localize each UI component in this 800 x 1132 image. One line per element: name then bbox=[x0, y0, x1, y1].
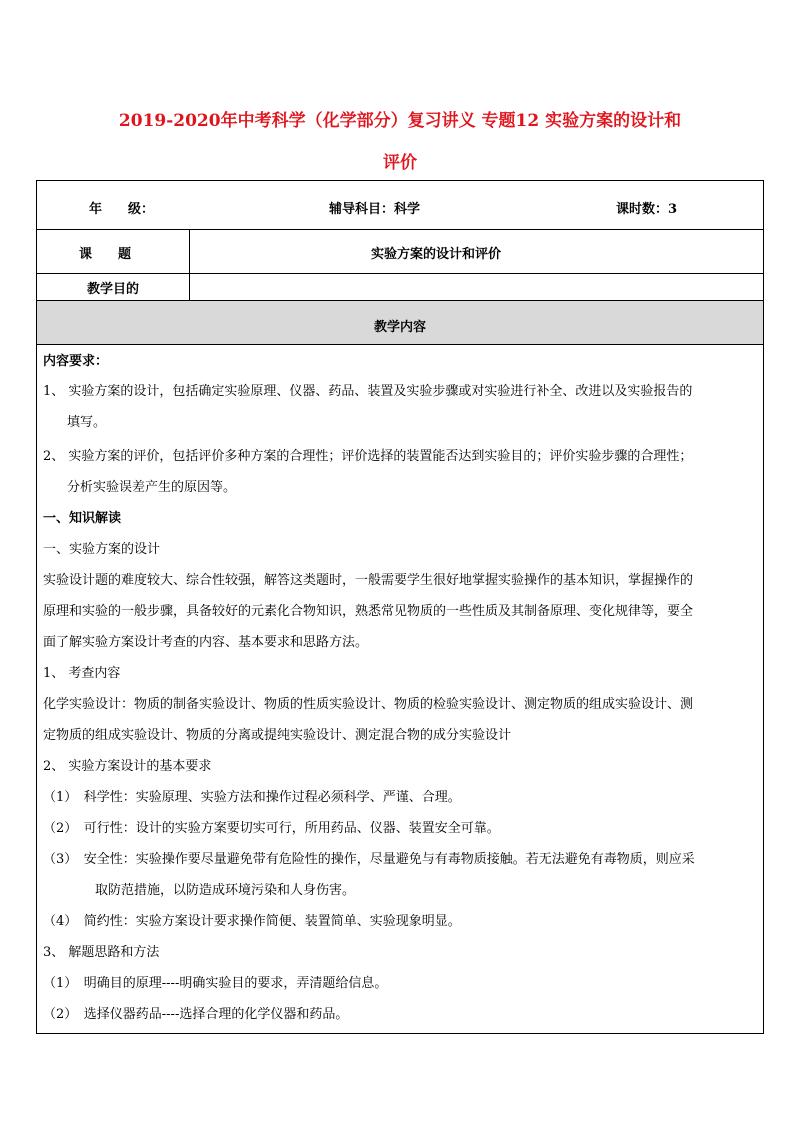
item-2-heading: 2、 实验方案设计的基本要求 bbox=[43, 759, 212, 774]
row-divider bbox=[37, 344, 763, 345]
section-knowledge: 一、知识解读 bbox=[43, 511, 122, 526]
requirement-1-line-1: 1、 实验方案的设计，包括确定实验原理、仪器、药品、装置及实验步骤或对实验进行补全、改进以及实验报告的 bbox=[43, 384, 693, 399]
item-3-heading: 3、 解题思路和方法 bbox=[43, 945, 160, 960]
step-2: （2） 选择仪器药品----选择合理的化学仪器和药品。 bbox=[43, 1007, 349, 1022]
requirement-feasible: （2） 可行性：设计的实验方案要切实可行，所用药品、仪器、装置安全可靠。 bbox=[43, 821, 500, 836]
requirement-simple: （4） 简约性：实验方案设计要求操作简便、装置简单、实验现象明显。 bbox=[43, 914, 461, 929]
row-divider bbox=[37, 229, 763, 230]
paragraph-2-line-2: 定物质的组成实验设计、物质的分离或提纯实验设计、测定混合物的成分实验设计 bbox=[43, 728, 512, 743]
requirement-safe-line-2: 取防范措施，以防造成环境污染和人身伤害。 bbox=[95, 883, 356, 898]
paragraph-2-line-1: 化学实验设计：物质的制备实验设计、物质的性质实验设计、物质的检验实验设计、测定物质的组成实验设计、测 bbox=[43, 697, 694, 712]
paragraph-1-line-1: 实验设计题的难度较大、综合性较强，解答这类题时，一般需要学生很好地掌握实验操作的基本知识，掌握操作的 bbox=[43, 573, 694, 588]
requirement-2-line-1: 2、 实验方案的评价，包括评价多种方案的合理性；评价选择的装置能否达到实验目的；评价实验步骤的合理性； bbox=[43, 449, 693, 464]
subject-label: 辅导科目：科学 bbox=[329, 202, 421, 217]
subsection-design: 一、实验方案的设计 bbox=[43, 542, 161, 557]
hours-label: 课时数：3 bbox=[616, 202, 678, 217]
topic-label: 课 题 bbox=[79, 247, 132, 262]
requirement-1-line-2: 填写。 bbox=[67, 415, 107, 430]
requirement-scientific: （1） 科学性：实验原理、实验方法和操作过程必须科学、严谨、合理。 bbox=[43, 790, 461, 805]
grade-label: 年 级： bbox=[89, 202, 155, 217]
item-1-heading: 1、 考查内容 bbox=[43, 666, 121, 681]
requirement-safe-line-1: （3） 安全性：实验操作要尽量避免带有危险性的操作，尽量避免与有毒物质接触。若无法避免有毒物质，则应采 bbox=[43, 852, 695, 867]
document-title-line-1: 2019-2020年中考科学（化学部分）复习讲义 专题12 实验方案的设计和 bbox=[118, 111, 682, 131]
topic-value: 实验方案的设计和评价 bbox=[371, 247, 502, 262]
column-divider bbox=[189, 229, 190, 300]
requirement-2-line-2: 分析实验误差产生的原因等。 bbox=[67, 480, 237, 495]
goal-label: 教学目的 bbox=[87, 282, 140, 297]
content-heading: 教学内容 bbox=[374, 320, 427, 335]
row-divider bbox=[37, 300, 763, 301]
paragraph-1-line-3: 面了解实验方案设计考查的内容、基本要求和思路方法。 bbox=[43, 635, 369, 650]
row-divider bbox=[37, 273, 763, 274]
requirements-heading: 内容要求： bbox=[43, 354, 109, 369]
paragraph-1-line-2: 原理和实验的一般步骤，具备较好的元素化合物知识，熟悉常见物质的一些性质及其制备原理、变化规律等，要全 bbox=[43, 604, 694, 619]
step-1: （1） 明确目的原理----明确实验目的要求，弄清题给信息。 bbox=[43, 976, 388, 991]
lesson-table bbox=[36, 180, 764, 1034]
document-title-line-2: 评价 bbox=[383, 153, 417, 173]
